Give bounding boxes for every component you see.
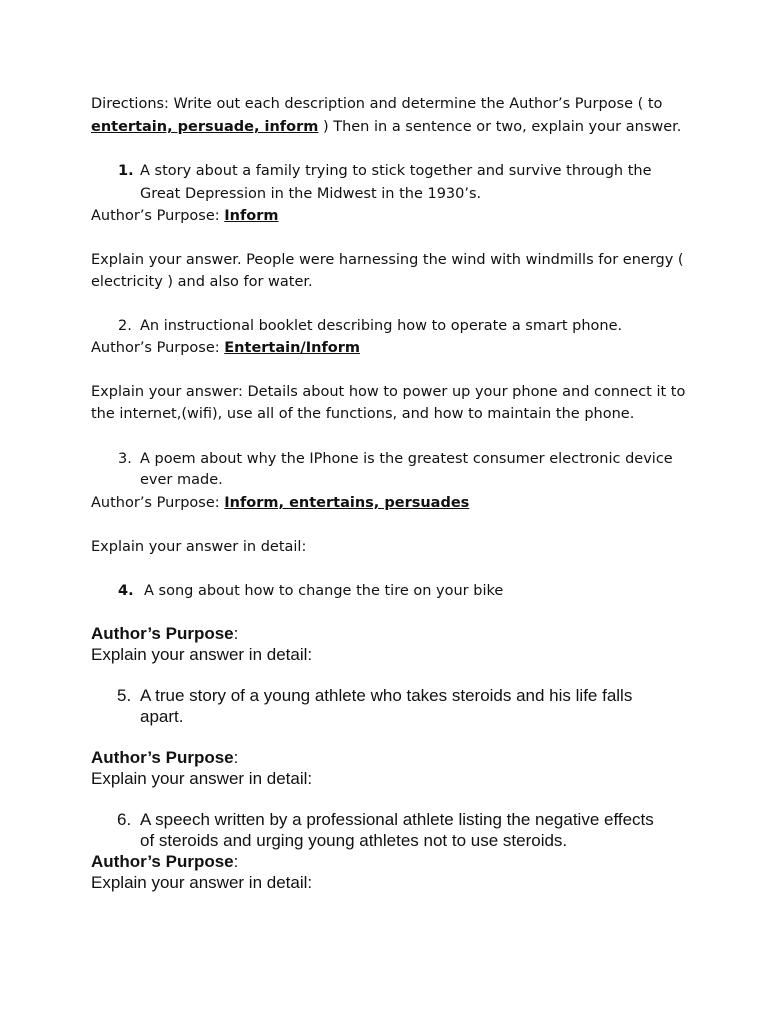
item-4-purpose (91, 623, 238, 644)
purpose-answer: Inform, entertains, persuades (224, 495, 470, 511)
purpose-colon: : (233, 748, 239, 767)
item-5-explain: Explain your answer in detail: (91, 769, 313, 788)
directions-line-2-rest: ) Then in a sentence or two, explain your answer. (318, 119, 682, 135)
item-1-text-line-1: A story about a family trying to stick together and survive through the (140, 163, 652, 179)
item-6-text-line-1: A speech written by a professional athlete listing the negative effects (140, 810, 654, 829)
item-3-explain: Explain your answer in detail: (91, 539, 307, 555)
purpose-answer: Inform (224, 208, 279, 224)
item-1-explain-line-1: Explain your answer. People were harnessing the wind with windmills for energy ( (91, 252, 684, 268)
item-1-text-line-2: Great Depression in the Midwest in the 1930’s. (140, 186, 482, 202)
purpose-label: Author’s Purpose: (91, 208, 225, 224)
item-2-number: 2. (118, 318, 132, 334)
item-5-text-line-1: A true story of a young athlete who takes steroids and his life falls (140, 686, 633, 705)
item-5-purpose (91, 747, 238, 768)
item-3-purpose (91, 493, 469, 513)
item-6-explain: Explain your answer in detail: (91, 873, 313, 892)
item-4-text: A song about how to change the tire on your bike (144, 583, 504, 599)
item-2-purpose (91, 338, 360, 358)
purpose-label: Author’s Purpose (91, 852, 234, 871)
item-3-text-line-2: ever made. (140, 472, 223, 488)
item-6-purpose (91, 851, 238, 872)
item-2-text-line-1: An instructional booklet describing how to operate a smart phone. (140, 318, 623, 334)
item-2-explain-line-2: the internet,(wifi), use all of the functions, and how to maintain the phone. (91, 406, 635, 422)
purpose-answer: Entertain/Inform (224, 340, 360, 356)
directions-line-1: Directions: Write out each description and determine the Author’s Purpose ( to (91, 96, 663, 112)
item-1-number: 1. (118, 163, 134, 179)
item-1-purpose (91, 206, 279, 226)
directions-line-2 (91, 117, 681, 137)
item-6-number: 6. (117, 810, 132, 829)
item-5-text-line-2: apart. (140, 707, 184, 726)
purpose-label: Author’s Purpose: (91, 495, 225, 511)
purpose-label: Author’s Purpose: (91, 340, 225, 356)
item-1-explain-line-2: electricity ) and also for water. (91, 274, 313, 290)
item-4-number: 4. (118, 583, 134, 599)
purpose-label: Author’s Purpose (91, 748, 234, 767)
item-4-explain: Explain your answer in detail: (91, 645, 313, 664)
item-3-text-line-1: A poem about why the IPhone is the greatest consumer electronic device (140, 451, 673, 467)
item-2-explain-line-1: Explain your answer: Details about how to power up your phone and connect it to (91, 384, 686, 400)
purpose-label: Author’s Purpose (91, 624, 234, 643)
item-6-text-line-2: of steroids and urging young athletes not to use steroids. (140, 831, 568, 850)
directions-emphasis: entertain, persuade, inform (91, 119, 319, 135)
item-3-number: 3. (118, 451, 132, 467)
item-5-number: 5. (117, 686, 132, 705)
purpose-colon: : (233, 852, 239, 871)
purpose-colon: : (233, 624, 239, 643)
